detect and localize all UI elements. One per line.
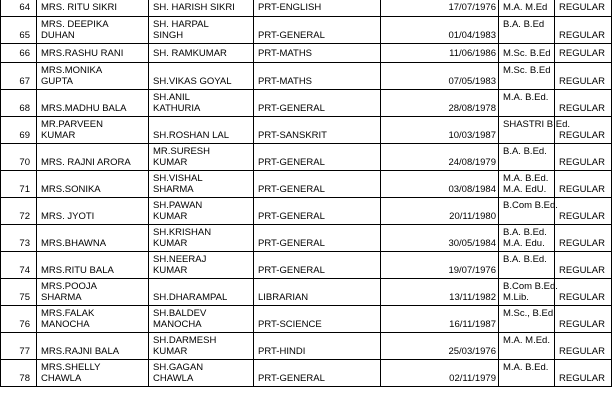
serial-number-text: 75 [19, 292, 30, 303]
post-text: PRT-GENERAL [258, 265, 325, 276]
table-row [0, 90, 612, 117]
name-cell [37, 171, 149, 197]
serial-number-text: 68 [19, 103, 30, 114]
name-cell [37, 0, 149, 16]
qualification-text: M.A. M.Ed [503, 2, 548, 13]
qualification-text: M.Sc. B.Ed [503, 48, 551, 59]
post-text: PRT-ENGLISH [258, 2, 322, 13]
name-cell [37, 333, 149, 359]
name-cell [37, 306, 149, 332]
father-name-text: MANOCHA [153, 319, 202, 330]
dob-cell [381, 117, 499, 143]
name-text: MRS.POOJA [41, 281, 97, 292]
father-name-text: SH.DARMESH [153, 335, 217, 346]
father-name-text: SHARMA [153, 184, 194, 195]
dob-cell [381, 63, 499, 89]
dob-text: 07/05/1983 [448, 76, 496, 87]
post-cell [254, 225, 381, 251]
status-cell [555, 44, 612, 62]
father-name-text: KUMAR [153, 238, 188, 249]
name-text: KUMAR [41, 130, 76, 141]
name-text: MRS.MONIKA [41, 65, 103, 76]
table-row [0, 333, 612, 360]
father-name-cell [149, 360, 254, 386]
name-text: MANOCHA [41, 319, 90, 330]
serial-number-text: 70 [19, 157, 30, 168]
status-text: REGULAR [559, 292, 605, 303]
dob-text: 30/05/1984 [448, 238, 496, 249]
dob-cell [381, 225, 499, 251]
serial-number-cell [0, 44, 37, 62]
serial-number-cell [0, 306, 37, 332]
post-text: PRT-SANSKRIT [258, 130, 327, 141]
name-text: MRS.BHAWNA [41, 238, 107, 249]
post-text: PRT-HINDI [258, 346, 306, 357]
serial-number-cell [0, 17, 37, 43]
serial-number-cell [0, 333, 37, 359]
status-cell [555, 0, 612, 16]
father-name-cell [149, 44, 254, 62]
father-name-cell [149, 90, 254, 116]
name-text: MRS.RASHU RANI [41, 48, 124, 59]
qualification-text: M.A. Edu. [503, 238, 545, 249]
dob-cell [381, 252, 499, 278]
father-name-cell [149, 279, 254, 305]
name-cell [37, 90, 149, 116]
father-name-cell [149, 198, 254, 224]
qualification-text: B.A. B.Ed. [503, 146, 547, 157]
table-row [0, 198, 612, 225]
dob-cell [381, 198, 499, 224]
post-text: PRT-GENERAL [258, 103, 325, 114]
father-name-text: SH.GAGAN [153, 362, 204, 373]
dob-cell [381, 144, 499, 170]
status-cell [555, 17, 612, 43]
name-cell [37, 17, 149, 43]
table-row [0, 306, 612, 333]
dob-cell [381, 44, 499, 62]
dob-cell [381, 17, 499, 43]
qualification-text: B.A. B.Ed [503, 19, 545, 30]
qualification-text: M.Sc., B.Ed. [503, 308, 556, 319]
name-cell [37, 252, 149, 278]
name-cell [37, 144, 149, 170]
qualification-text: B.Com B.Ed. [503, 281, 558, 292]
post-cell [254, 252, 381, 278]
qualification-text: B.A. B.Ed. [503, 227, 547, 238]
name-text: MRS.MADHU BALA [41, 103, 127, 114]
qualification-text: SHASTRI B.Ed. [503, 119, 571, 130]
status-text: REGULAR [559, 265, 605, 276]
status-cell [555, 360, 612, 386]
status-cell [555, 333, 612, 359]
table-row [0, 117, 612, 144]
status-text: REGULAR [559, 103, 605, 114]
status-cell [555, 144, 612, 170]
qualification-text: M.A. B.Ed. [503, 92, 549, 103]
post-cell [254, 63, 381, 89]
name-text: MRS. RAJNI ARORA [41, 157, 131, 168]
table-row [0, 171, 612, 198]
status-cell [555, 225, 612, 251]
serial-number-cell [0, 252, 37, 278]
father-name-text: KATHURIA [153, 103, 201, 114]
status-text: REGULAR [559, 238, 605, 249]
serial-number-text: 72 [19, 211, 30, 222]
name-cell [37, 117, 149, 143]
dob-cell [381, 171, 499, 197]
name-text: GUPTA [41, 76, 74, 87]
qualification-text: M.A. EdU. [503, 184, 547, 195]
status-text: REGULAR [559, 373, 605, 384]
serial-number-cell [0, 63, 37, 89]
post-text: PRT-GENERAL [258, 238, 325, 249]
status-cell [555, 90, 612, 116]
serial-number-cell [0, 225, 37, 251]
post-text: PRT-GENERAL [258, 157, 325, 168]
qualification-cell [499, 225, 555, 251]
dob-cell [381, 360, 499, 386]
serial-number-cell [0, 117, 37, 143]
name-text: MRS.SHELLY [41, 362, 101, 373]
serial-number-cell [0, 360, 37, 386]
table-row [0, 0, 612, 17]
qualification-cell [499, 252, 555, 278]
father-name-text: SH.DHARAMPAL [153, 292, 228, 303]
status-cell [555, 306, 612, 332]
table-row [0, 63, 612, 90]
father-name-text: SINGH [153, 30, 184, 41]
qualification-cell [499, 0, 555, 16]
father-name-cell [149, 63, 254, 89]
name-text: MRS. DEEPIKA [41, 19, 109, 30]
dob-cell [381, 279, 499, 305]
qualification-text: M.A. B.Ed. [503, 362, 549, 373]
dob-text: 19/07/1976 [448, 265, 496, 276]
name-cell [37, 63, 149, 89]
serial-number-text: 64 [19, 2, 30, 13]
dob-text: 01/04/1983 [448, 30, 496, 41]
serial-number-text: 71 [19, 184, 30, 195]
dob-text: 20/11/1980 [449, 211, 496, 222]
status-text: REGULAR [559, 76, 605, 87]
post-cell [254, 90, 381, 116]
table-row [0, 252, 612, 279]
father-name-text: KUMAR [153, 211, 188, 222]
dob-cell [381, 90, 499, 116]
dob-cell [381, 306, 499, 332]
father-name-text: KUMAR [153, 346, 188, 357]
status-text: REGULAR [559, 319, 605, 330]
post-text: PRT-GENERAL [258, 373, 325, 384]
post-cell [254, 198, 381, 224]
qualification-text: M.Lib. [503, 292, 529, 303]
post-cell [254, 144, 381, 170]
qualification-cell [499, 117, 571, 143]
post-cell [254, 171, 381, 197]
serial-number-cell [0, 0, 37, 16]
name-text: MRS. JYOTI [41, 211, 95, 222]
dob-cell [381, 0, 499, 16]
status-cell [555, 198, 612, 224]
name-text: MRS.SONIKA [41, 184, 101, 195]
father-name-cell [149, 171, 254, 197]
father-name-text: SH.KRISHAN [153, 227, 212, 238]
father-name-text: KUMAR [153, 265, 188, 276]
table-row [0, 360, 612, 387]
dob-text: 28/08/1978 [448, 103, 496, 114]
table-row [0, 144, 612, 171]
post-text: PRT-GENERAL [258, 211, 325, 222]
post-cell [254, 0, 381, 16]
father-name-cell [149, 306, 254, 332]
name-text: MRS. RITU SIKRI [41, 2, 118, 13]
father-name-text: CHAWLA [153, 373, 194, 384]
qualification-cell [499, 360, 555, 386]
qualification-text: B.A. B.Ed. [503, 254, 547, 265]
post-cell [254, 279, 381, 305]
post-cell [254, 306, 381, 332]
dob-text: 11/06/1986 [449, 48, 496, 59]
qualification-cell [499, 17, 555, 43]
dob-text: 25/03/1976 [448, 346, 496, 357]
name-text: DUHAN [41, 30, 75, 41]
serial-number-cell [0, 144, 37, 170]
qualification-cell [499, 44, 555, 62]
dob-text: 17/07/1976 [448, 2, 496, 13]
serial-number-text: 78 [19, 373, 30, 384]
qualification-text: M.A. M.Ed. [503, 335, 550, 346]
status-text: REGULAR [559, 130, 605, 141]
father-name-text: SH.PAWAN [153, 200, 203, 211]
status-text: REGULAR [559, 2, 605, 13]
father-name-cell [149, 17, 254, 43]
dob-text: 02/11/1979 [449, 373, 496, 384]
serial-number-text: 74 [19, 265, 30, 276]
qualification-cell [499, 333, 555, 359]
father-name-text: KUMAR [153, 157, 188, 168]
name-text: MRS.FALAK [41, 308, 95, 319]
serial-number-cell [0, 198, 37, 224]
status-cell [555, 252, 612, 278]
status-text: REGULAR [559, 157, 605, 168]
serial-number-text: 65 [19, 30, 30, 41]
post-text: PRT-MATHS [258, 48, 313, 59]
qualification-cell [499, 63, 555, 89]
father-name-text: SH. HARISH SIKRI [153, 2, 235, 13]
status-cell [555, 63, 612, 89]
post-text: PRT-GENERAL [258, 30, 325, 41]
status-cell [555, 117, 612, 143]
serial-number-text: 77 [19, 346, 30, 357]
post-cell [254, 44, 381, 62]
qualification-cell [499, 198, 558, 224]
name-text: MR.PARVEEN [41, 119, 103, 130]
post-cell [254, 333, 381, 359]
status-text: REGULAR [559, 211, 605, 222]
name-cell [37, 360, 149, 386]
dob-text: 16/11/1987 [449, 319, 496, 330]
status-text: REGULAR [559, 184, 605, 195]
name-text: MRS.RAJNI BALA [41, 346, 120, 357]
father-name-cell [149, 0, 254, 16]
qualification-cell [499, 279, 558, 305]
serial-number-cell [0, 171, 37, 197]
status-cell [555, 171, 612, 197]
dob-cell [381, 333, 499, 359]
name-cell [37, 44, 149, 62]
name-text: SHARMA [41, 292, 82, 303]
post-text: PRT-GENERAL [258, 184, 325, 195]
serial-number-text: 76 [19, 319, 30, 330]
post-text: PRT-MATHS [258, 76, 313, 87]
post-cell [254, 117, 381, 143]
father-name-text: SH.BALDEV [153, 308, 207, 319]
name-text: MRS.RITU BALA [41, 265, 114, 276]
father-name-cell [149, 225, 254, 251]
qualification-cell [499, 171, 555, 197]
status-text: REGULAR [559, 346, 605, 357]
post-cell [254, 360, 381, 386]
qualification-cell [499, 144, 555, 170]
status-text: REGULAR [559, 30, 605, 41]
dob-text: 13/11/1982 [449, 292, 496, 303]
name-cell [37, 198, 149, 224]
post-text: PRT-SCIENCE [258, 319, 322, 330]
father-name-text: SH.NEERAJ [153, 254, 207, 265]
status-cell [555, 279, 612, 305]
serial-number-text: 67 [19, 76, 30, 87]
name-cell [37, 225, 149, 251]
father-name-text: SH. RAMKUMAR [153, 48, 227, 59]
qualification-cell [499, 90, 555, 116]
table-row [0, 44, 612, 63]
serial-number-text: 66 [19, 48, 30, 59]
dob-text: 03/08/1984 [448, 184, 496, 195]
father-name-text: SH.ANIL [153, 92, 190, 103]
name-text: CHAWLA [41, 373, 82, 384]
dob-text: 10/03/1987 [448, 130, 496, 141]
father-name-text: SH. HARPAL [153, 19, 209, 30]
table-row [0, 225, 612, 252]
table-row [0, 17, 612, 44]
dob-text: 24/08/1979 [448, 157, 496, 168]
serial-number-cell [0, 279, 37, 305]
father-name-cell [149, 117, 254, 143]
qualification-text: M.Sc. B.Ed [503, 65, 551, 76]
post-cell [254, 17, 381, 43]
father-name-text: MR.SURESH [153, 146, 211, 157]
qualification-text: B.Com B.Ed. [503, 200, 558, 211]
qualification-text: M.A. B.Ed. [503, 173, 549, 184]
serial-number-cell [0, 90, 37, 116]
serial-number-text: 69 [19, 130, 30, 141]
father-name-text: SH.VIKAS GOYAL [153, 76, 232, 87]
table-row [0, 279, 612, 306]
post-text: LIBRARIAN [258, 292, 309, 303]
name-cell [37, 279, 149, 305]
status-text: REGULAR [559, 48, 605, 59]
qualification-cell [499, 306, 555, 332]
father-name-cell [149, 144, 254, 170]
father-name-text: SH.ROSHAN LAL [153, 130, 230, 141]
father-name-text: SH.VISHAL [153, 173, 203, 184]
father-name-cell [149, 252, 254, 278]
serial-number-text: 73 [19, 238, 30, 249]
father-name-cell [149, 333, 254, 359]
